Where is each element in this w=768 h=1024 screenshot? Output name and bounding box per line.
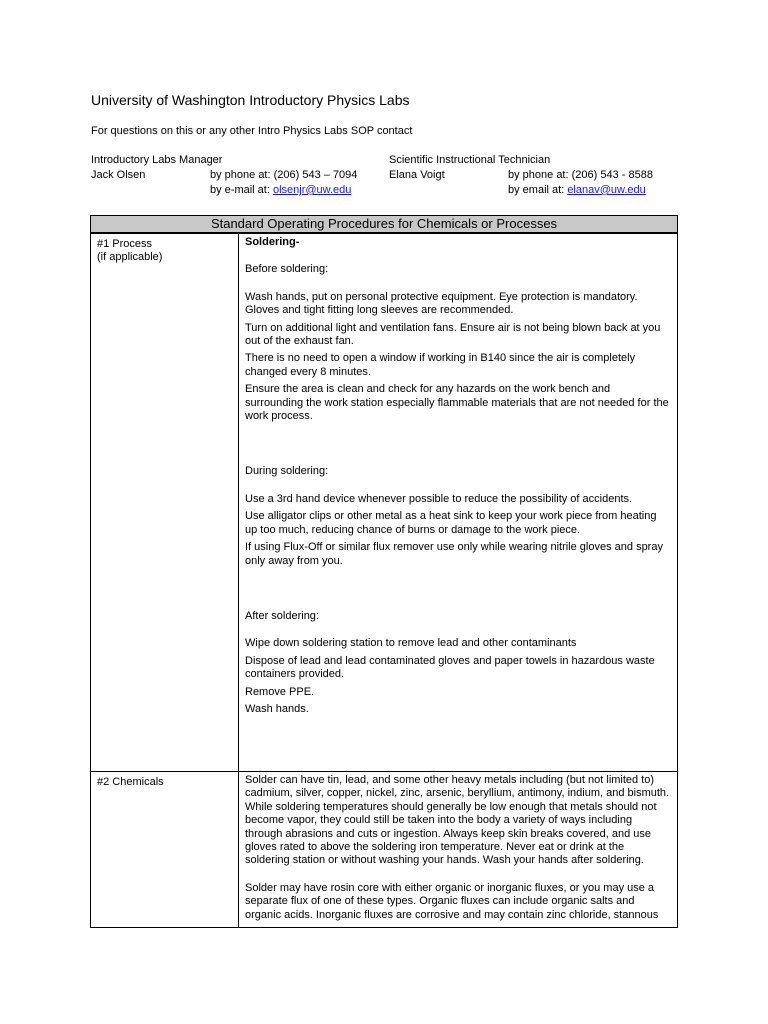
list-item: Dispose of lead and lead contaminated gloves and paper towels in hazardous waste containers provided. xyxy=(245,654,655,681)
list-item: Ensure the area is clean and check for any hazards on the work bench and surrounding the work station especially flammable materials that are not needed for the work process. xyxy=(245,383,669,423)
technician-email-prefix: by email at: xyxy=(508,184,568,196)
before-soldering-heading: Before soldering: xyxy=(245,263,329,276)
flux-paragraph: Solder may have rosin core with either organic or inorganic fluxes, or you may use a separate flux of one of these types. Organic fluxes can include organic salts and organic acids. Inorganic fluxes are corrosive and may contain zinc chloride, stannous xyxy=(245,881,659,921)
chemicals-paragraph: Solder can have tin, lead, and some other heavy metals including (but not limited to) cadmium, silver, copper, nickel, zinc, arsenic, beryllium, antimony, indium, and bismuth. While soldering temperatures should generally be low enough that metals should not become vapor, they could still be taken into the body a variety of ways including through abrasions and cuts or ingestion. Always keep skin breaks covered, and use gloves rated to above the soldering iron temperature. Never eat or drink at the soldering station or without washing your hands. Wash your hands after soldering. xyxy=(245,774,670,867)
manager-phone: by phone at: (206) 543 – 7094 xyxy=(210,169,358,181)
technician-name: Elana Voigt xyxy=(389,169,445,181)
process-name: Soldering- xyxy=(245,236,300,248)
list-item: There is no need to open a window if working in B140 since the air is completely changed every 8 minutes. xyxy=(245,352,636,378)
chemicals-content-cell xyxy=(239,772,678,928)
chemicals-row xyxy=(91,772,678,928)
technician-role: Scientific Instructional Technician xyxy=(389,154,551,166)
list-item: Use alligator clips or other metal as a heat sink to keep your work piece from heating up too much, reducing chance of burns or damage to the work piece. xyxy=(245,510,657,536)
sop-table-heading: Standard Operating Procedures for Chemicals or Processes xyxy=(91,216,678,234)
technician-contact xyxy=(389,153,653,198)
list-item: Wash hands, put on personal protective equipment. Eye protection is mandatory. Gloves and tight fitting long sleeves are recommended. xyxy=(245,290,638,317)
sop-table xyxy=(90,215,678,928)
manager-name: Jack Olsen xyxy=(91,169,146,181)
document-title: University of Washington Introductory Physics Labs xyxy=(91,92,410,108)
process-row xyxy=(91,233,678,772)
chemicals-label: #2 Chemicals xyxy=(97,776,164,788)
list-item: If using Flux-Off or similar flux remover use only while wearing nitrile gloves and spray only away from you. xyxy=(245,541,663,567)
manager-role: Introductory Labs Manager xyxy=(91,154,223,166)
during-soldering-heading: During soldering: xyxy=(245,465,329,478)
list-item: Wipe down soldering station to remove lead and other contaminants xyxy=(245,637,577,650)
manager-email-link[interactable]: olsenjr@uw.edu xyxy=(272,184,352,196)
technician-phone: by phone at: (206) 543 - 8588 xyxy=(508,169,653,181)
chemicals-label-cell xyxy=(91,772,239,928)
list-item: Use a 3rd hand device whenever possible to reduce the possibility of accidents. xyxy=(245,492,633,505)
process-content-cell xyxy=(239,233,678,772)
list-item: Remove PPE. xyxy=(245,685,315,698)
list-item: Wash hands. xyxy=(245,702,309,715)
process-label-note: (if applicable) xyxy=(97,251,163,264)
process-label-cell xyxy=(91,233,239,772)
technician-email-link[interactable]: elanav@uw.edu xyxy=(567,184,646,196)
list-item: Turn on additional light and ventilation fans. Ensure air is not being blown back at you out of the exhaust fan. xyxy=(245,321,661,348)
manager-contact xyxy=(91,153,357,198)
process-label: #1 Process xyxy=(97,238,153,250)
after-soldering-heading: After soldering: xyxy=(245,609,319,622)
manager-email-prefix: by e-mail at: xyxy=(210,184,273,196)
contact-intro: For questions on this or any other Intro Physics Labs SOP contact xyxy=(91,125,413,137)
